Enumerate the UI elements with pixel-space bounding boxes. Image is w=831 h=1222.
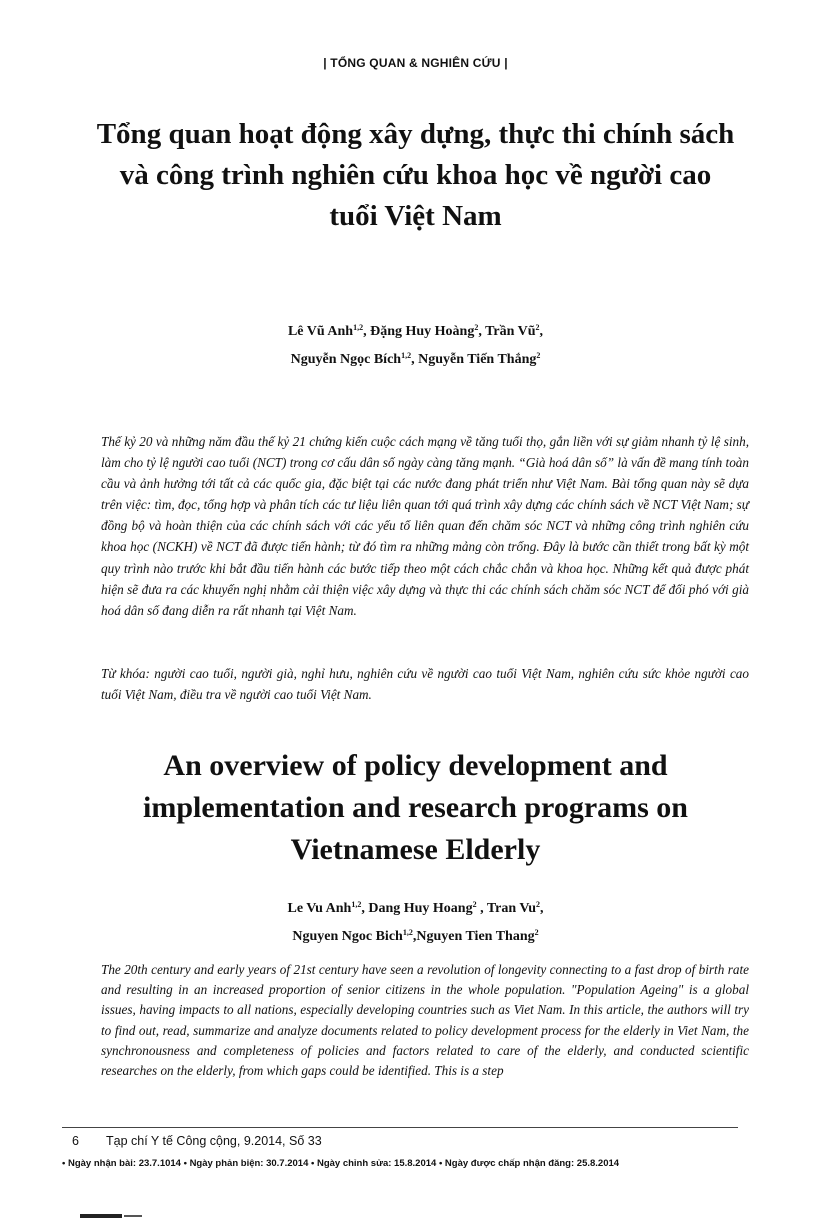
author-separator: , [539, 901, 544, 916]
author-name: , Nguyễn Tiến Thắng [411, 352, 537, 367]
author-name: , Dang Huy Hoang [361, 901, 473, 916]
author-name: Nguyen Ngoc Bich [292, 929, 403, 944]
author-affiliation: 2 [534, 928, 539, 937]
authors-en-line2 [0, 921, 831, 949]
authors-en [0, 893, 831, 949]
scan-mark [124, 1215, 142, 1217]
footer-divider [62, 1127, 738, 1128]
authors-vi-line1 [0, 316, 831, 344]
author-name: ,Nguyen Tien Thang [412, 929, 535, 944]
author-name: , Đặng Huy Hoàng [363, 324, 475, 339]
keywords-vi: Từ khóa: người cao tuổi, người già, nghỉ hưu, nghiên cứu về người cao tuổi Việt Nam, nghiên cứu sức khỏe người cao tuổi Việt Nam, điều tra về người cao tuổi Việt Nam. [101, 666, 749, 703]
author-name: , Tran Vu [476, 901, 536, 916]
authors-en-line1 [0, 893, 831, 921]
journal-citation: Tạp chí Y tế Công cộng, 9.2014, Số 33 [106, 1134, 322, 1148]
author-affiliation: 2 [535, 323, 540, 332]
author-name: Le Vu Anh [287, 901, 352, 916]
author-separator: , [539, 324, 544, 339]
author-name: Nguyễn Ngọc Bích [290, 352, 402, 367]
author-name: , Trần Vũ [478, 324, 536, 339]
author-affiliation: 1,2 [351, 900, 362, 909]
footer-dates: • Ngày nhận bài: 23.7.1014 • Ngày phản biện: 30.7.2014 • Ngày chỉnh sửa: 15.8.2014 • Ngày được chấp nhận đăng: 25.8.2014 [62, 1158, 620, 1169]
author-affiliation: 2 [474, 323, 479, 332]
article-title-vi: Tổng quan hoạt động xây dựng, thực thi chính sách và công trình nghiên cứu khoa học về người cao tuổi Việt Nam [96, 118, 735, 232]
authors-vi-line2 [0, 344, 831, 372]
author-affiliation: 2 [472, 900, 477, 909]
page-number: 6 [72, 1134, 79, 1148]
authors-vi [0, 316, 831, 372]
abstract-vi: Thế kỷ 20 và những năm đầu thế kỷ 21 chứng kiến cuộc cách mạng về tăng tuổi thọ, gắn liền với sự giảm nhanh tỷ lệ sinh, làm cho tỷ lệ người cao tuổi (NCT) trong cơ cấu dân số ngày càng tăng mạnh. “Già hoá dân số” là vấn đề mang tính toàn cầu và ảnh hưởng tới tất cả các quốc gia, đặc biệt tại các nước đang phát triển như Việt Nam. Bài tổng quan này sẽ dựa trên việc: tìm, đọc, tổng hợp và phân tích các tư liệu liên quan tới quá trình xây dựng các chính sách về NCT Việt Nam; sự đồng bộ và hoàn thiện của các chính sách với các yếu tố liên quan đến chăm sóc NCT và những công trình nghiên cứu khoa học (NCKH) về NCT đã được tiến hành; từ đó tìm ra những mảng còn trống. Đây là bước cần thiết trong bất kỳ một quy trình nào trước khi bắt đầu tiến hành các bước tiếp theo một cách chắc chắn và khoa học. Những kết quả được phát hiện sẽ đưa ra các khuyến nghị nhằm cải thiện việc xây dựng và thực thi các chính sách chăm sóc NCT để đối phó với già hoá dân số đang diễn ra rất nhanh tại Việt Nam. [101, 434, 749, 618]
author-affiliation: 1,2 [353, 323, 364, 332]
section-label: | TỔNG QUAN & NGHIÊN CỨU | [323, 56, 508, 70]
scan-mark [80, 1214, 122, 1218]
author-name: Lê Vũ Anh [287, 324, 354, 339]
article-title-en: An overview of policy development and implementation and research programs on Vietnamese Elderly [143, 749, 688, 866]
footer-journal [72, 1134, 322, 1148]
author-affiliation: 2 [536, 351, 541, 360]
author-affiliation: 1,2 [401, 351, 412, 360]
abstract-en: The 20th century and early years of 21st century have seen a revolution of longevity connecting to a fast drop of birth rate and resulting in an increased proportion of senior citizens in the whole population. "Population Ageing" is a global issues, having impacts to all nations, especially developing countries such as Viet Nam. In this article, the authors will try to find out, read, summarize and analyze documents related to policy development process for the elderly in Viet Nam, the synchronousness and completeness of policies and factors related to care of the elderly, and conducted scientific researches on the elderly, from which gaps could be identified. This is a step [101, 962, 749, 1079]
author-affiliation: 1,2 [402, 928, 413, 937]
author-affiliation: 2 [535, 900, 540, 909]
